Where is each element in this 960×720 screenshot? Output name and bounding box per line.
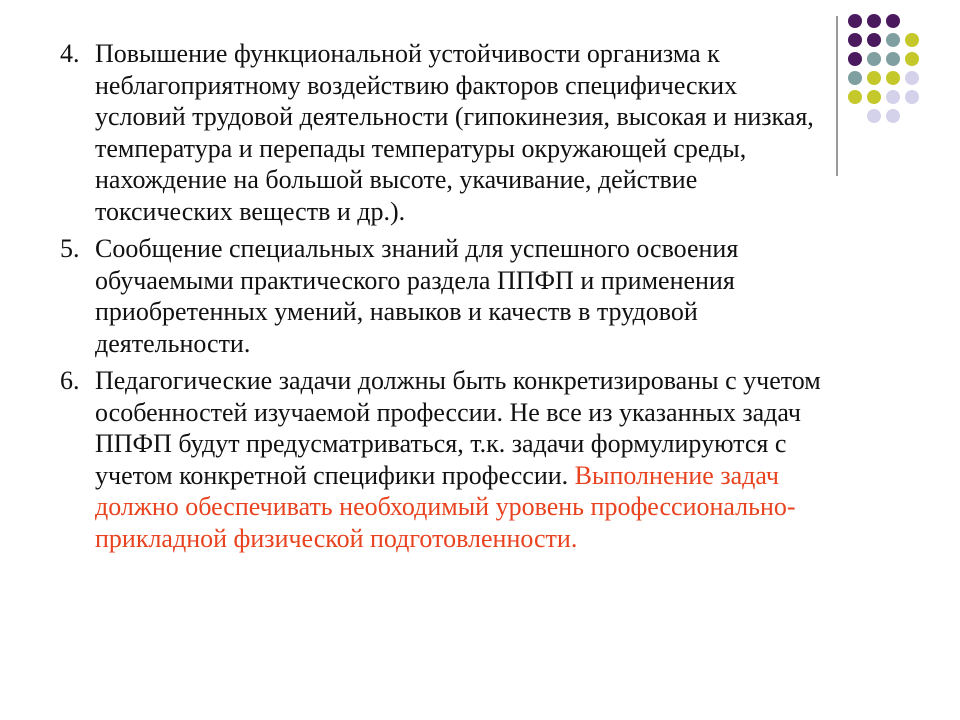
decorative-dot	[867, 71, 881, 85]
decorative-dot	[848, 71, 862, 85]
decorative-dot	[867, 33, 881, 47]
item-text: Педагогические задачи должны быть конкретизированы с учетом особенностей изучаемой профессии. Не все из указанных задач ППФП будут предусматриваться, т.к. задачи формулируются с учетом конкретной специфики профессии.	[95, 366, 821, 490]
decorative-dot	[886, 52, 900, 66]
decorative-dot	[905, 33, 919, 47]
decorative-dot	[905, 52, 919, 66]
decorative-dot	[848, 33, 862, 47]
decorative-dot	[867, 52, 881, 66]
decorative-dot	[886, 109, 900, 123]
item-number: 5.	[60, 234, 80, 263]
decorative-dot	[886, 90, 900, 104]
decorative-dot	[848, 52, 862, 66]
decorative-dot	[905, 90, 919, 104]
slide-body	[60, 38, 830, 560]
list-item-4	[60, 38, 830, 227]
decorative-dot	[886, 33, 900, 47]
decorative-divider-line	[836, 16, 838, 176]
item-text: Сообщение специальных знаний для успешного освоения обучаемыми практического раздела ППФП и применения приобретенных умений, навыков и качеств в трудовой деятельности.	[95, 234, 739, 358]
item-number: 6.	[60, 366, 80, 395]
decorative-dot	[867, 109, 881, 123]
decorative-dot	[867, 90, 881, 104]
decorative-dot	[848, 14, 862, 28]
decorative-dot	[886, 71, 900, 85]
decorative-dot-grid	[848, 14, 948, 164]
item-number: 4.	[60, 39, 80, 68]
list-item-6	[60, 365, 830, 554]
decorative-dot	[848, 90, 862, 104]
decorative-dot	[886, 14, 900, 28]
item-text: Повышение функциональной устойчивости организма к неблагоприятному воздействию факторов специфических условий трудовой деятельности (гипокинезия, высокая и низкая, температура и перепады температуры окружающей среды, нахождение на большой высоте, укачивание, действие токсических веществ и др.).	[95, 39, 814, 226]
decorative-dot	[867, 14, 881, 28]
decorative-dot	[905, 71, 919, 85]
list-item-5	[60, 233, 830, 359]
highlighted-conclusion: Выполнение задач должно обеспечивать необходимый уровень профессионально-прикладной физической подготовленности.	[95, 460, 796, 553]
